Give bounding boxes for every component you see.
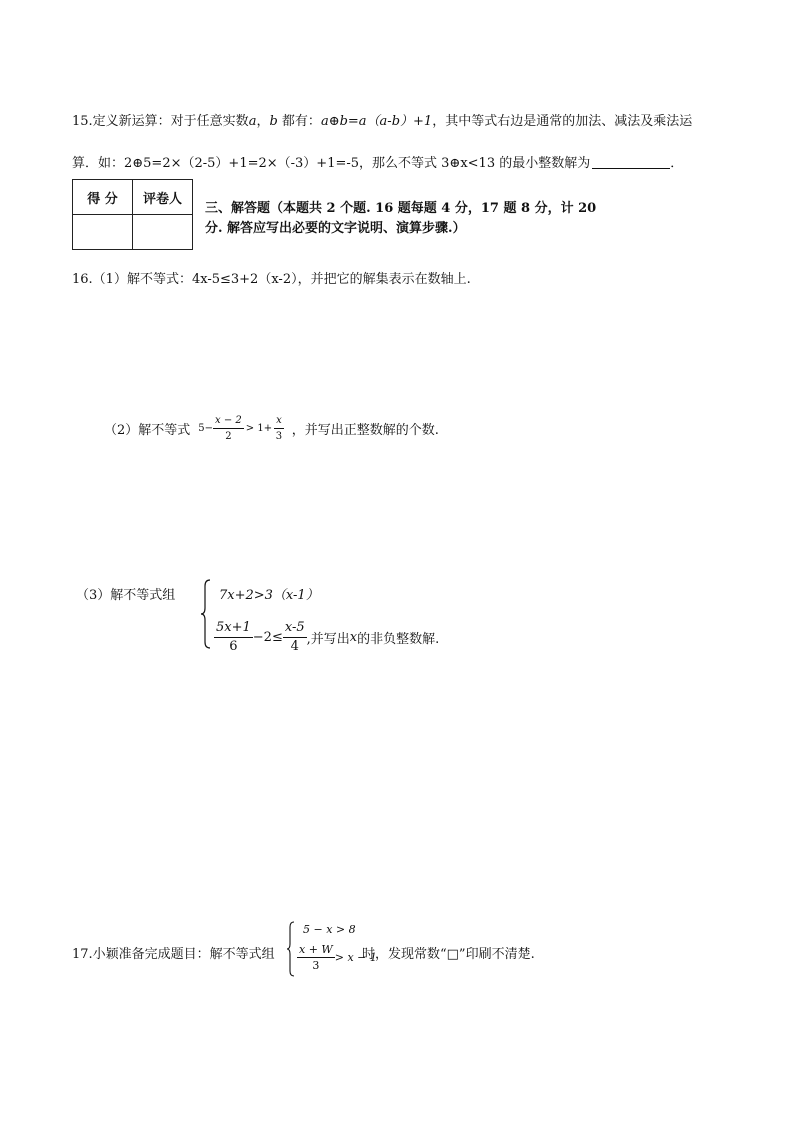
q16-2-frac2-num: x (274, 413, 284, 429)
q16-3-frac2-num: x-5 (283, 619, 307, 638)
q15-intro: 15.定义新运算：对于任意实数 (72, 114, 249, 129)
score-header: 得 分 (73, 180, 133, 215)
q16-3-frac2-den: 4 (290, 639, 299, 654)
q17-frac (297, 942, 335, 973)
q16-3-frac1-num: 5x+1 (214, 619, 253, 638)
q15-end: ． (670, 156, 684, 171)
q16-1-expr: 4x-5≤3+2（x-2） (191, 272, 298, 287)
q16-1 (72, 268, 471, 287)
q16-2-frac1 (213, 413, 244, 444)
q16-3-ineq1: 7x+2>3（x-1） (219, 588, 319, 603)
q16-3-tail-a: ,并写出 (306, 632, 350, 647)
q16-2-frac1-den: 2 (225, 430, 232, 442)
q16-2-tail: ，并写出正整数解的个数. (291, 422, 439, 438)
q15-line1 (72, 110, 692, 129)
q15-var-b: b (269, 114, 278, 129)
answer-blank[interactable] (592, 156, 670, 169)
grader-header: 评卷人 (133, 180, 193, 215)
q16-2-frac2-den: 3 (275, 430, 283, 442)
q15-var-a: a (248, 114, 257, 129)
q16-3-frac2 (283, 619, 307, 656)
score-cell[interactable] (73, 215, 133, 250)
q16-3-label: （3）解不等式组 (76, 588, 176, 603)
q16-3-frac1-den: 6 (229, 639, 238, 654)
q16-3-frac1 (214, 619, 253, 656)
q17-ineq1: 5 − x > 8 (303, 923, 356, 936)
q17-frac-num: x + W (299, 943, 333, 956)
q16-3-tail-var: x (349, 630, 358, 645)
q17-tail: 时，发现常数“□”印刷不清楚. (362, 947, 535, 962)
q16-3-tail-b: 的非负整数解. (357, 632, 440, 647)
q16-2 (104, 410, 439, 446)
q17-frac-den: 3 (312, 959, 320, 972)
q15-example: 算．如：2⊕5=2×（2-5）+1=2×（-3）+1=-5，那么不等式 3⊕x<13 的最小整数解为 (72, 156, 591, 171)
q16-3-mid: −2≤ (252, 630, 283, 645)
q15-definition: a⊕b=a（a-b）+1 (320, 114, 433, 129)
q15-rest: ，其中等式右边是通常的加法、减法及乘法运 (432, 114, 693, 129)
q15-comma: ， (256, 114, 270, 129)
q16-2-frac1-num: x − 2 (213, 413, 244, 429)
q16-1-label: 16.（1）解不等式： (72, 272, 192, 287)
q16-2-pre: 5− (198, 422, 214, 434)
q15-have: 都有： (277, 114, 321, 129)
q16-2-label: （2）解不等式 (104, 422, 191, 438)
grader-cell[interactable] (133, 215, 193, 250)
q16-3-ineq2 (214, 619, 439, 656)
q16-3-brace (200, 578, 212, 654)
q16-2-frac2 (274, 413, 284, 444)
q17-ineq2-tail: > x − 1 (334, 951, 377, 964)
score-table (72, 179, 193, 250)
q17-brace (286, 920, 296, 982)
section3-line1: 三、解答题（本题共 2 个题. 16 题每题 4 分，17 题 8 分，计 20 (205, 201, 597, 216)
q16-2-mid: > 1+ (245, 422, 273, 434)
q15-line2 (72, 152, 683, 171)
section3-line2: 分. 解答应写出必要的文字说明、演算步骤.） (205, 221, 466, 236)
q17-label: 17.小颖准备完成题目：解不等式组 (72, 947, 275, 962)
q16-1-tail: ，并把它的解集表示在数轴上. (297, 272, 471, 287)
